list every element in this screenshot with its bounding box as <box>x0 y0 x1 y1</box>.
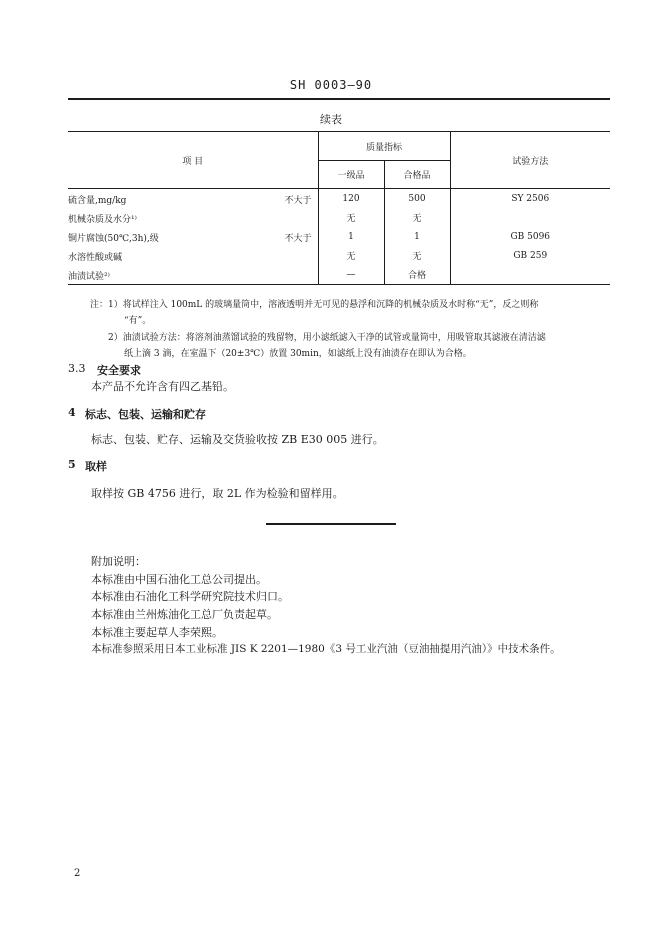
section-4-title: 标志、包装、运输和贮存 <box>85 408 206 421</box>
additional-line: 本标准由中国石油化工总公司提出。 <box>91 573 267 586</box>
row-grade2: 1 <box>384 227 450 246</box>
row-grade1: 1 <box>318 227 384 246</box>
table-row <box>68 227 610 246</box>
row-grade1: 无 <box>318 246 384 265</box>
row-method: GB 5096 <box>450 227 610 246</box>
note-1-line-2: “有”。 <box>124 316 152 326</box>
column-header-grade1: 一级品 <box>318 161 384 189</box>
note-2-line-1: 2）油渍试验方法：将溶剂油蒸馏试验的残留物，用小滤纸滤入干净的试管或量筒中，用吸管取其滤液在清洁滤 <box>108 333 546 343</box>
section-4-body: 标志、包装、贮存、运输及交货验收按 ZB E30 005 进行。 <box>91 433 384 446</box>
row-item: 水溶性酸或碱 <box>68 253 123 263</box>
additional-line: 本标准由兰州炼油化工总厂负责起草。 <box>91 608 278 621</box>
additional-line: 本标准参照采用日本工业标准 JIS K 2201—1980《3 号工业汽油（豆油抽提用汽油）》中技术条件。 <box>91 643 561 655</box>
row-item: 油渍试验²⁾ <box>68 272 110 282</box>
row-item: 硫含量,mg/kg <box>68 196 127 206</box>
section-3-3-body: 本产品不允许含有四乙基铅。 <box>91 380 234 393</box>
row-method: SY 2506 <box>450 189 610 209</box>
row-limit: 不大于 <box>284 196 312 206</box>
row-item: 铜片腐蚀(50℃,3h),级 <box>68 234 159 244</box>
header-rule <box>68 98 610 100</box>
column-header-quality: 质量指标 <box>318 132 450 161</box>
row-grade1: 无 <box>318 208 384 227</box>
section-4-number: 4 <box>68 406 76 419</box>
additional-title: 附加说明： <box>91 555 146 568</box>
section-3-3-number: 3.3 <box>68 362 86 375</box>
table-row <box>68 208 610 227</box>
section-5-title: 取样 <box>85 460 107 473</box>
table-row <box>68 189 610 209</box>
section-3-3-title: 安全要求 <box>97 364 141 377</box>
standard-code-header: SH 0003—90 <box>289 78 373 92</box>
row-method <box>450 208 610 227</box>
column-header-item: 项 目 <box>68 132 318 189</box>
row-grade1: — <box>318 265 384 285</box>
section-5-body: 取样按 GB 4756 进行，取 2L 作为检验和留样用。 <box>91 487 344 500</box>
row-grade2: 无 <box>384 246 450 265</box>
table-row <box>68 246 610 265</box>
specification-table <box>68 131 610 285</box>
note-2-line-2: 纸上滴 3 滴，在室温下（20±3℃）放置 30min，如滤纸上没有油渍存在即认为合格。 <box>124 349 472 359</box>
table-row <box>68 265 610 285</box>
page-number: 2 <box>74 868 81 879</box>
table-caption: 续表 <box>320 113 342 126</box>
column-header-grade2: 合格品 <box>384 161 450 189</box>
additional-line: 本标准主要起草人李荣熙。 <box>91 626 223 639</box>
additional-line: 本标准由石油化工科学研究院技术归口。 <box>91 590 289 603</box>
row-method: GB 259 <box>450 246 610 265</box>
note-1-line-1: 注：1）将试样注入 100mL 的玻璃量筒中，溶液透明并无可见的悬浮和沉降的机械杂质及水时称“无”，反之则称 <box>90 300 539 310</box>
section-5-number: 5 <box>68 458 76 471</box>
end-separator <box>266 523 396 525</box>
row-grade2: 无 <box>384 208 450 227</box>
row-grade2: 500 <box>384 189 450 209</box>
row-limit: 不大于 <box>284 234 312 244</box>
row-item: 机械杂质及水分¹⁾ <box>68 215 137 225</box>
row-grade1: 120 <box>318 189 384 209</box>
column-header-method: 试验方法 <box>450 132 610 189</box>
row-grade2: 合格 <box>384 265 450 285</box>
row-method <box>450 265 610 285</box>
